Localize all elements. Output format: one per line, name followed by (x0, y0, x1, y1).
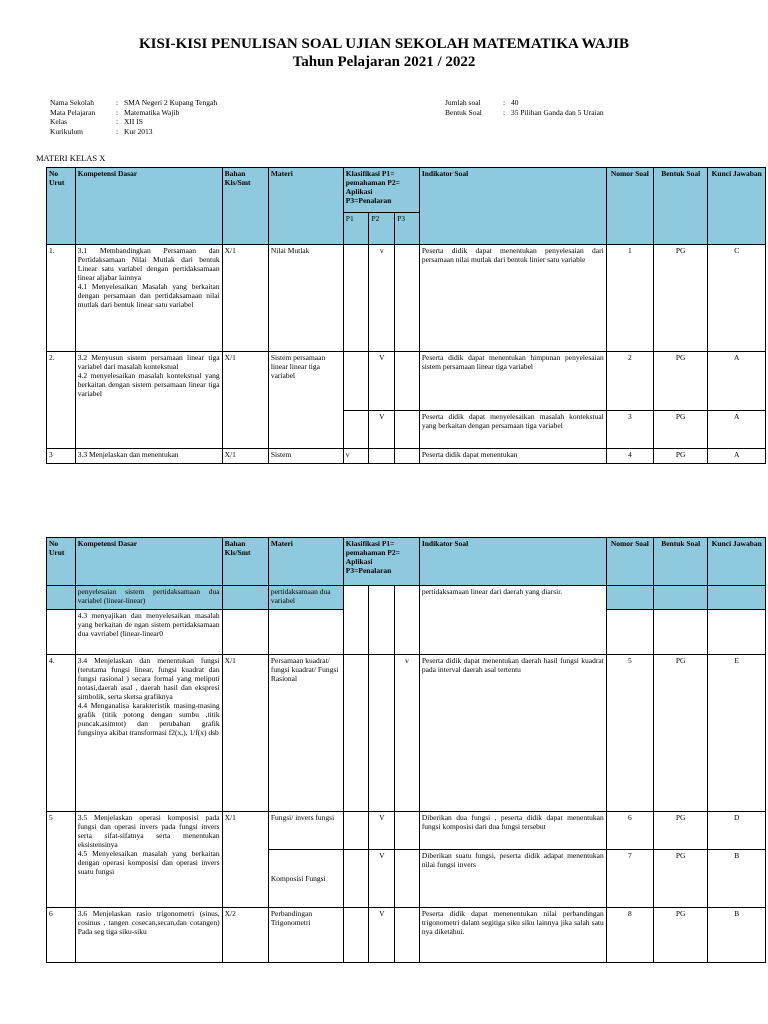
cell-p3: v (395, 655, 420, 812)
meta-row: Bentuk Soal : 35 Pilihan Ganda dan 5 Uraian (445, 107, 604, 117)
cell-nomor (606, 586, 653, 610)
cell-bentuk: PG (653, 352, 707, 411)
header-p3: P3 (395, 213, 420, 245)
cell-bahan (222, 610, 268, 655)
cell-nomor: 5 (606, 655, 653, 812)
cell-bahan: X/2 (222, 908, 268, 963)
table-row (47, 908, 766, 963)
cell-p1 (343, 908, 369, 963)
cell-indikator: Peserta didik dapat menentukan himpunan penyelesaian sistem persamaan linear tiga variabel (419, 352, 606, 411)
header-p1: P1 (343, 213, 369, 245)
header-kunci: Kunci Jawaban (708, 538, 766, 586)
cell-nomor: 7 (606, 850, 653, 908)
header-klasifikasi: Klasifikasi P1= pemahaman P2= Aplikasi P3=Penalaran (343, 538, 419, 586)
cell-bentuk (653, 610, 707, 655)
table-row (47, 245, 766, 352)
cell-p3 (395, 908, 420, 963)
cell-p2: V (369, 850, 395, 908)
cell-p2 (369, 586, 395, 655)
cell-p3 (395, 411, 420, 449)
header-bentuk: Bentuk Soal (653, 168, 707, 245)
document-subtitle: Tahun Pelajaran 2021 / 2022 (292, 54, 476, 70)
cell-indikator: Peserta didik dapat menentukan penyelesaian dari persamaan nilai mutlak dari bentuk linier satu variable (419, 245, 606, 352)
cell-p2: V (369, 411, 395, 449)
cell-no: 1. (47, 245, 76, 352)
header-nomor: Nomor Soal (606, 168, 653, 245)
kisi-table-1 (46, 167, 766, 464)
cell-p1: v (343, 449, 369, 464)
cell-indikator: Peserta didik dapat menentukan (419, 449, 606, 464)
cell-p1 (343, 245, 369, 352)
cell-p3 (395, 245, 420, 352)
header-kd: Kompetensi Dasar (75, 168, 222, 245)
header-no: No Urut (47, 168, 76, 245)
cell-nomor: 1 (606, 245, 653, 352)
cell-bentuk: PG (653, 411, 707, 449)
cell-no: 2. (47, 352, 76, 449)
meta-value: XII IS (124, 117, 143, 126)
cell-no: 6 (47, 908, 76, 963)
cell-kd: 4.3 menyajikan dan menyelesaikan masalah yang berkaitan de ngan sistem pertidaksamaan dua vavriabel (linear-linear0 (75, 610, 222, 655)
cell-nomor: 8 (606, 908, 653, 963)
meta-value: SMA Negeri 2 Kupang Tengah (124, 98, 218, 107)
cell-no (47, 610, 76, 655)
cell-p3 (395, 449, 420, 464)
cell-kunci: A (708, 352, 766, 411)
cell-kunci (708, 586, 766, 610)
cell-bahan: X/1 (222, 449, 268, 464)
cell-p2 (369, 449, 395, 464)
cell-materi: Nilai Mutlak (268, 245, 343, 352)
cell-nomor (606, 610, 653, 655)
cell-kd: 3.6 Menjelaskan rasio trigonometri (sinus, cosinus , tangen cosecan,secan,dan cotangen) Pada seg tiga siku-siku (75, 908, 222, 963)
cell-kd: 3.4 Menjelaskan dan menentukan fungsi (terutama fungsi linear, fungsi kuadrat dan fungsi rasional ) secara formal yang meliputi notasi,daerah asal , daerah hasil dan ekspresi simbolik, serta sketsa grafiknya 4.4 Menganalisa karakteristik masing-masing grafik (titik potong dengan sumbu ,titik puncak,asimtot) dan perubahan grafik fungsinya akibat transformasi f2(x,), 1/f(x) dsb (75, 655, 222, 812)
cell-p3 (395, 850, 420, 908)
cell-p1 (343, 411, 369, 449)
cell-no (47, 586, 76, 610)
cell-materi: Persamaan kuadrat/ fungsi kuadrat/ Fungsi Rasional (268, 655, 343, 812)
meta-key: Bentuk Soal (445, 107, 482, 117)
cell-p3 (395, 586, 420, 655)
cell-bahan: X/1 (222, 812, 268, 908)
meta-key: Nama Sekolah (50, 98, 94, 107)
cell-kunci (708, 610, 766, 655)
header-indikator: Indikator Soal (419, 538, 606, 586)
header-kd: Kompetensi Dasar (75, 538, 222, 586)
cell-materi: pertidaksamaan dua variabel (268, 586, 343, 610)
cell-bahan: X/1 (222, 655, 268, 812)
cell-bahan: X/1 (222, 352, 268, 449)
meta-row: Mata Pelajaran : Matematika Wajib (50, 107, 180, 117)
header-bahan: Bahan Kls/Smt (222, 168, 268, 245)
cell-kunci: B (708, 850, 766, 908)
cell-p1 (343, 812, 369, 850)
cell-bentuk: PG (653, 812, 707, 850)
cell-no: 4. (47, 655, 76, 812)
cell-indikator: pertidaksamaan linear dari daerah yang diarsir. (419, 586, 606, 655)
meta-row: Jumlah soal : 40 (445, 98, 519, 107)
header-bahan: Bahan Kls/Smt (222, 538, 268, 586)
cell-materi: Sistem persamaan linear linear tiga variabel (268, 352, 343, 449)
cell-nomor: 2 (606, 352, 653, 411)
cell-p1 (343, 586, 369, 655)
header-bentuk: Bentuk Soal (653, 538, 707, 586)
section-label: MATERI KELAS X (36, 153, 106, 163)
cell-p3 (395, 812, 420, 850)
meta-key: Jumlah soal (445, 98, 481, 107)
header-kunci: Kunci Jawaban (708, 168, 766, 245)
cell-nomor: 6 (606, 812, 653, 850)
cell-materi: Komposisi Fungsi (268, 850, 343, 908)
cell-bentuk: PG (653, 908, 707, 963)
cell-indikator: Diberikan dua fungsi , peserta didik dapat menentukan fungsi komposisi dari dua fungsi tersebut (419, 812, 606, 850)
cell-p2: v (369, 245, 395, 352)
cell-kd: penyelesaian sistem pertidaksamaan dua variabel (linear-linear) (75, 586, 222, 610)
header-no: No Urut (47, 538, 76, 586)
meta-value: Kur 2013 (124, 126, 153, 136)
table-row (47, 655, 766, 812)
cell-bentuk: PG (653, 245, 707, 352)
cell-kunci: B (708, 908, 766, 963)
cell-materi (268, 610, 343, 655)
cell-p1 (343, 850, 369, 908)
header-nomor: Nomor Soal (606, 538, 653, 586)
cell-materi: Perbandingan Trigonometri (268, 908, 343, 963)
cell-nomor: 4 (606, 449, 653, 464)
header-materi: Materi (268, 168, 343, 245)
cell-materi: Sistem (268, 449, 343, 464)
document-title: KISI-KISI PENULISAN SOAL UJIAN SEKOLAH MATEMATIKA WAJIB (138, 36, 630, 52)
header-materi: Materi (268, 538, 343, 586)
cell-bentuk: PG (653, 655, 707, 812)
meta-key: Kurikulum (50, 126, 83, 136)
cell-kd: 3.3 Menjelaskan dan menentukan (75, 449, 222, 464)
cell-p3 (395, 352, 420, 411)
cell-kunci: A (708, 449, 766, 464)
meta-key: Kelas (50, 117, 68, 126)
cell-kunci: E (708, 655, 766, 812)
cell-kunci: C (708, 245, 766, 352)
meta-right (445, 98, 604, 117)
cell-bentuk (653, 586, 707, 610)
cell-p1 (343, 655, 369, 812)
cell-kd: 3.2 Menyusun sistem persamaan linear tiga variabel dari masalah kontekstual 4.2 menyelesaikan masalah kontekstual yang berkaitan dengan sistem persamaan linear tiga variabel (75, 352, 222, 449)
header-indikator: Indikator Soal (419, 168, 606, 245)
cell-indikator: Peserta didik dapat menenentukan nilai perbandingan trigonometri dalam segitiga siku siku lainnya jika salah satu nya diketahui. (419, 908, 606, 963)
meta-key: Mata Pelajaran (50, 107, 96, 117)
cell-p2 (369, 655, 395, 812)
meta-value: Matematika Wajib (124, 107, 180, 117)
table-row (47, 586, 766, 610)
cell-bahan (222, 586, 268, 610)
cell-indikator: Peserta didik dapat menentukan daerah hasil fungsi kuadrat pada interval daerah asal tertentu (419, 655, 606, 812)
header-klasifikasi: Klasifikasi P1= pemahaman P2= Aplikasi P3=Penalaran (343, 168, 419, 213)
meta-row: Nama Sekolah : SMA Negeri 2 Kupang Tengah (50, 98, 218, 107)
cell-no: 5 (47, 812, 76, 908)
cell-bahan: X/1 (222, 245, 268, 352)
cell-kd: 3.1 Membandingkan Persamaan dan Pertidaksamaan Nilai Mutlak dari bentuk Linear satu variabel dengan pertidaksamaan linear aljabar lainnya 4.1 Menyelesaikan Masalah yang berkaitan dengan persamaan dan pertidaksamaan nilai mutlak dari bentuk linear satu variabel (75, 245, 222, 352)
table-row (47, 352, 766, 411)
cell-indikator: Peserta didik dapat menyelesaikan masalah kontekstual yang berkaitan dengan persamaan tiga variabel (419, 411, 606, 449)
cell-kd: 3.5 Menjelaskan operasi komposisi pada fungsi dan operasi invers pada fungsi invers serta sifat-sifatnya serta menentukan eksistensinya 4.5 Menyelesaikan masalah yang berkaitan dengan operasi komposisi dan operasi invers suatu fungsi (75, 812, 222, 908)
cell-kunci: A (708, 411, 766, 449)
table-row (47, 449, 766, 464)
cell-p2: V (369, 812, 395, 850)
cell-bentuk: PG (653, 850, 707, 908)
meta-left (50, 98, 217, 136)
meta-row: Kurikulum : Kur 2013 (50, 126, 153, 136)
cell-nomor: 3 (606, 411, 653, 449)
cell-bentuk: PG (653, 449, 707, 464)
cell-p1 (343, 352, 369, 411)
meta-row: Kelas : XII IS (50, 117, 143, 126)
header-p2: P2 (369, 213, 395, 245)
cell-indikator: Diberikan suatu fungsi, peserta didik adapat menentukan nilai fungsi invers (419, 850, 606, 908)
cell-p2: V (369, 908, 395, 963)
table-row (47, 812, 766, 850)
meta-value: 40 (511, 98, 519, 107)
cell-kunci: D (708, 812, 766, 850)
cell-materi: Fungsi/ invers fungsi (268, 812, 343, 850)
cell-p2: V (369, 352, 395, 411)
cell-no: 3 (47, 449, 76, 464)
kisi-table-2 (46, 537, 766, 963)
meta-value: 35 Pilihan Ganda dan 5 Uraian (511, 107, 604, 117)
